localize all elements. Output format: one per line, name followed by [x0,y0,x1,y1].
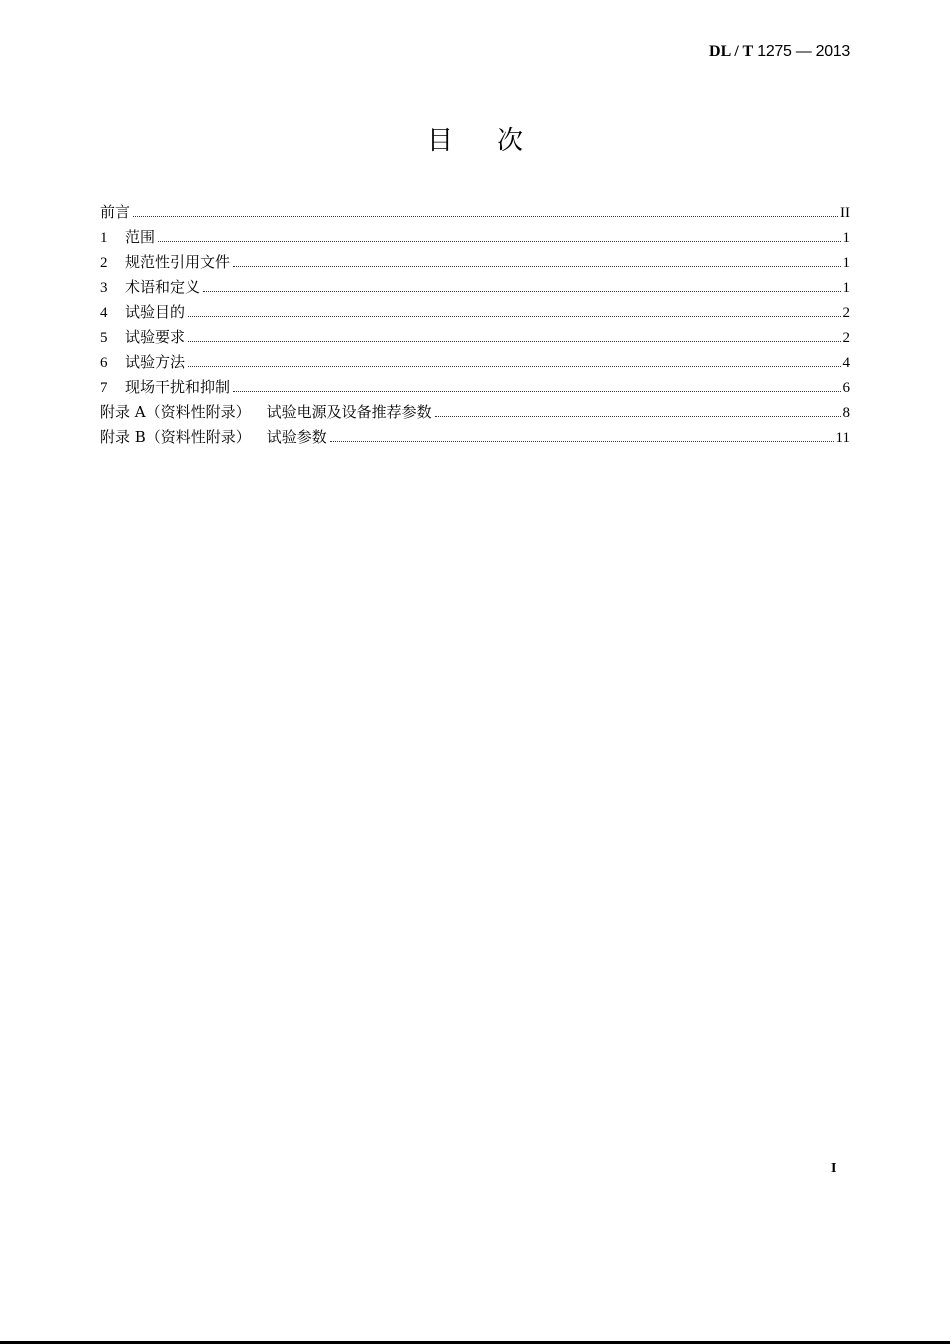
toc-leader [188,366,840,367]
toc-item-foreword[interactable] [100,200,850,225]
appendix-label: 附录 B（资料性附录） [100,428,251,446]
standard-number: 1275 — 2013 [757,43,850,60]
toc-item-title: 现场干扰和抑制 [125,378,231,396]
toc-leader [435,416,841,417]
toc-item-title: 术语和定义 [125,278,201,296]
toc-item-appendix-a[interactable] [100,400,850,425]
toc-item-number: 6 [100,355,108,371]
toc-item-title: 规范性引用文件 [125,253,231,271]
toc-item-number: 2 [100,255,108,271]
toc-item-2[interactable] [100,250,850,275]
toc-leader [233,266,840,267]
toc-item-title: 范围 [125,228,156,246]
toc-item-page: 8 [842,405,850,421]
toc-item-title: 前言 [100,203,131,221]
toc-item-page: II [840,205,850,221]
toc-item-page: 1 [842,280,850,296]
toc-item-title [100,425,327,450]
toc-leader [330,441,834,442]
page-title [0,120,950,157]
toc-item-page: 2 [842,305,850,321]
page-title-part1: 目 [426,126,453,156]
toc-item-number: 5 [100,330,108,346]
table-of-contents [100,200,850,450]
page-number: I [831,1161,837,1176]
standard-code [709,43,850,61]
toc-leader [233,391,840,392]
toc-leader [133,216,838,217]
appendix-label: 附录 A（资料性附录） [100,403,251,421]
toc-item-4[interactable] [100,300,850,325]
toc-leader [188,341,840,342]
toc-item-5[interactable] [100,325,850,350]
toc-item-7[interactable] [100,375,850,400]
toc-item-6[interactable] [100,350,850,375]
toc-item-page: 2 [842,330,850,346]
appendix-subtitle: 试验电源及设备推荐参数 [266,403,432,421]
toc-item-title [100,400,432,425]
toc-item-page: 4 [842,355,850,371]
toc-leader [203,291,840,292]
toc-item-3[interactable] [100,275,850,300]
toc-item-number: 3 [100,280,108,296]
toc-item-page: 11 [835,430,850,446]
toc-leader [188,316,840,317]
standard-prefix: DL / T [709,43,754,60]
toc-item-1[interactable] [100,225,850,250]
appendix-subtitle: 试验参数 [266,428,327,446]
toc-leader [158,241,840,242]
toc-item-title: 试验方法 [125,353,186,371]
toc-item-number: 7 [100,380,108,396]
toc-item-page: 1 [842,230,850,246]
toc-item-number: 1 [100,230,108,246]
page-title-part2: 次 [497,126,524,156]
toc-item-title: 试验目的 [125,303,186,321]
toc-item-page: 1 [842,255,850,271]
toc-item-number: 4 [100,305,108,321]
toc-item-title: 试验要求 [125,328,186,346]
toc-item-page: 6 [842,380,850,396]
toc-item-appendix-b[interactable] [100,425,850,450]
